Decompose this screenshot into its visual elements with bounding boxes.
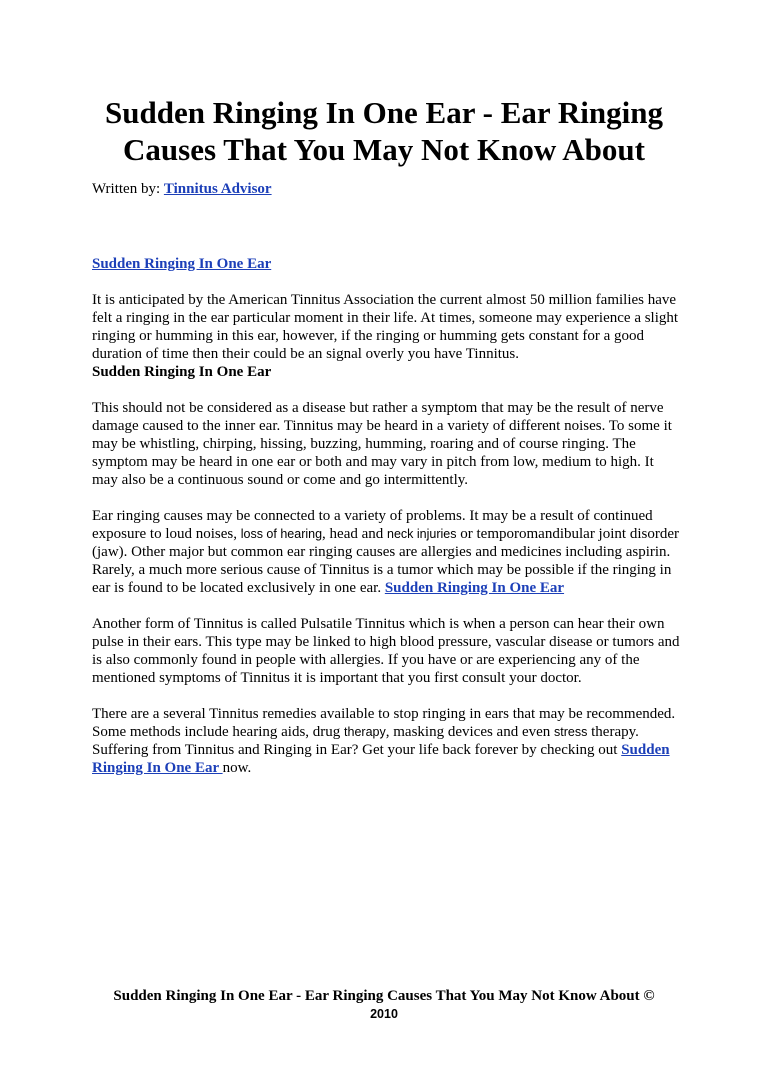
section-heading	[92, 255, 682, 273]
paragraph-3-text-d: neck injuries	[387, 527, 457, 541]
page-footer	[92, 987, 676, 1023]
inline-link-sudden-ringing[interactable]: Sudden Ringing In One Ear	[384, 580, 565, 596]
byline-label: Written by:	[92, 181, 161, 197]
paragraph-4: Another form of Tinnitus is called Pulsatile Tinnitus which is when a person can hear their own pulse in their ears. This type may be linked to high blood pressure, vascular disease or tumors and is also commonly found in people with allergies. If you have or are experiencing any of the mentioned symptoms of Tinnitus it is important that you first consult your doctor.	[92, 616, 680, 686]
paragraph-5-tail: now.	[222, 760, 252, 776]
paragraph-2: This should not be considered as a disease but rather a symptom that may be the result of nerve damage caused to the inner ear. Tinnitus may be heard in a variety of different noises. To some it may be whistling, chirping, hissing, buzzing, humming, roaring and of course ringing. The symptom may be heard in one ear or both and may vary in pitch from low, medium to high. It may also be a continuous sound or come and go intermittently.	[92, 400, 672, 488]
section-heading-link[interactable]: Sudden Ringing In One Ear	[92, 256, 272, 272]
paragraph-5-text-e: therapy. Suffering from Tinnitus and Ringing in Ear? Get your life back forever by checking out	[92, 724, 639, 758]
paragraph-1	[92, 291, 682, 381]
paragraph-3-text-e: or temporomandibular joint disorder (jaw). Other major but common ear ringing causes are allergies and medicines including aspirin. Rarely, a much more serious cause of Tinnitus is a tumor which may be possible if the ringing in ear is found to be located exclusively in one ear.	[92, 526, 679, 596]
paragraph-5-text-c: , masking devices and even	[385, 724, 555, 740]
paragraph-5-text-b: therapy	[344, 725, 386, 739]
paragraph-5-text-a: There are a several Tinnitus remedies available to stop ringing in ears that may be recommended. Some methods include hearing aids, drug	[92, 706, 676, 740]
article-body	[92, 255, 682, 795]
paragraph-3-text-c: , head and	[322, 526, 388, 542]
paragraph-3	[92, 507, 682, 597]
page-title: Sudden Ringing In One Ear - Ear Ringing Causes That You May Not Know About	[105, 95, 663, 167]
author-link[interactable]: Tinnitus Advisor	[163, 181, 272, 197]
footer-text: Sudden Ringing In One Ear - Ear Ringing Causes That You May Not Know About ©	[113, 988, 655, 1004]
paragraph-3-text-a: Ear ringing causes may be connected to a variety of problems. It may be a result of continued exposure to loud noises,	[92, 508, 653, 542]
byline	[92, 180, 272, 198]
paragraph-5-text-d: stress	[554, 725, 588, 739]
paragraph-3-text-b: loss of hearing	[240, 527, 323, 541]
paragraph-1-keyword: Sudden Ringing In One Ear	[92, 364, 272, 380]
paragraph-5	[92, 705, 682, 777]
paragraph-1-text: It is anticipated by the American Tinnitus Association the current almost 50 million families have felt a ringing in the ear particular moment in their life. At times, someone may experience a slight ringing or humming in this ear, however, if the ringing or humming gets constant for a good duration of time then their could be an signal overly you have Tinnitus.	[92, 292, 679, 362]
footer-year: 2010	[370, 1007, 398, 1021]
cta-link-sudden-ringing[interactable]: Sudden Ringing In One Ear	[92, 742, 670, 776]
